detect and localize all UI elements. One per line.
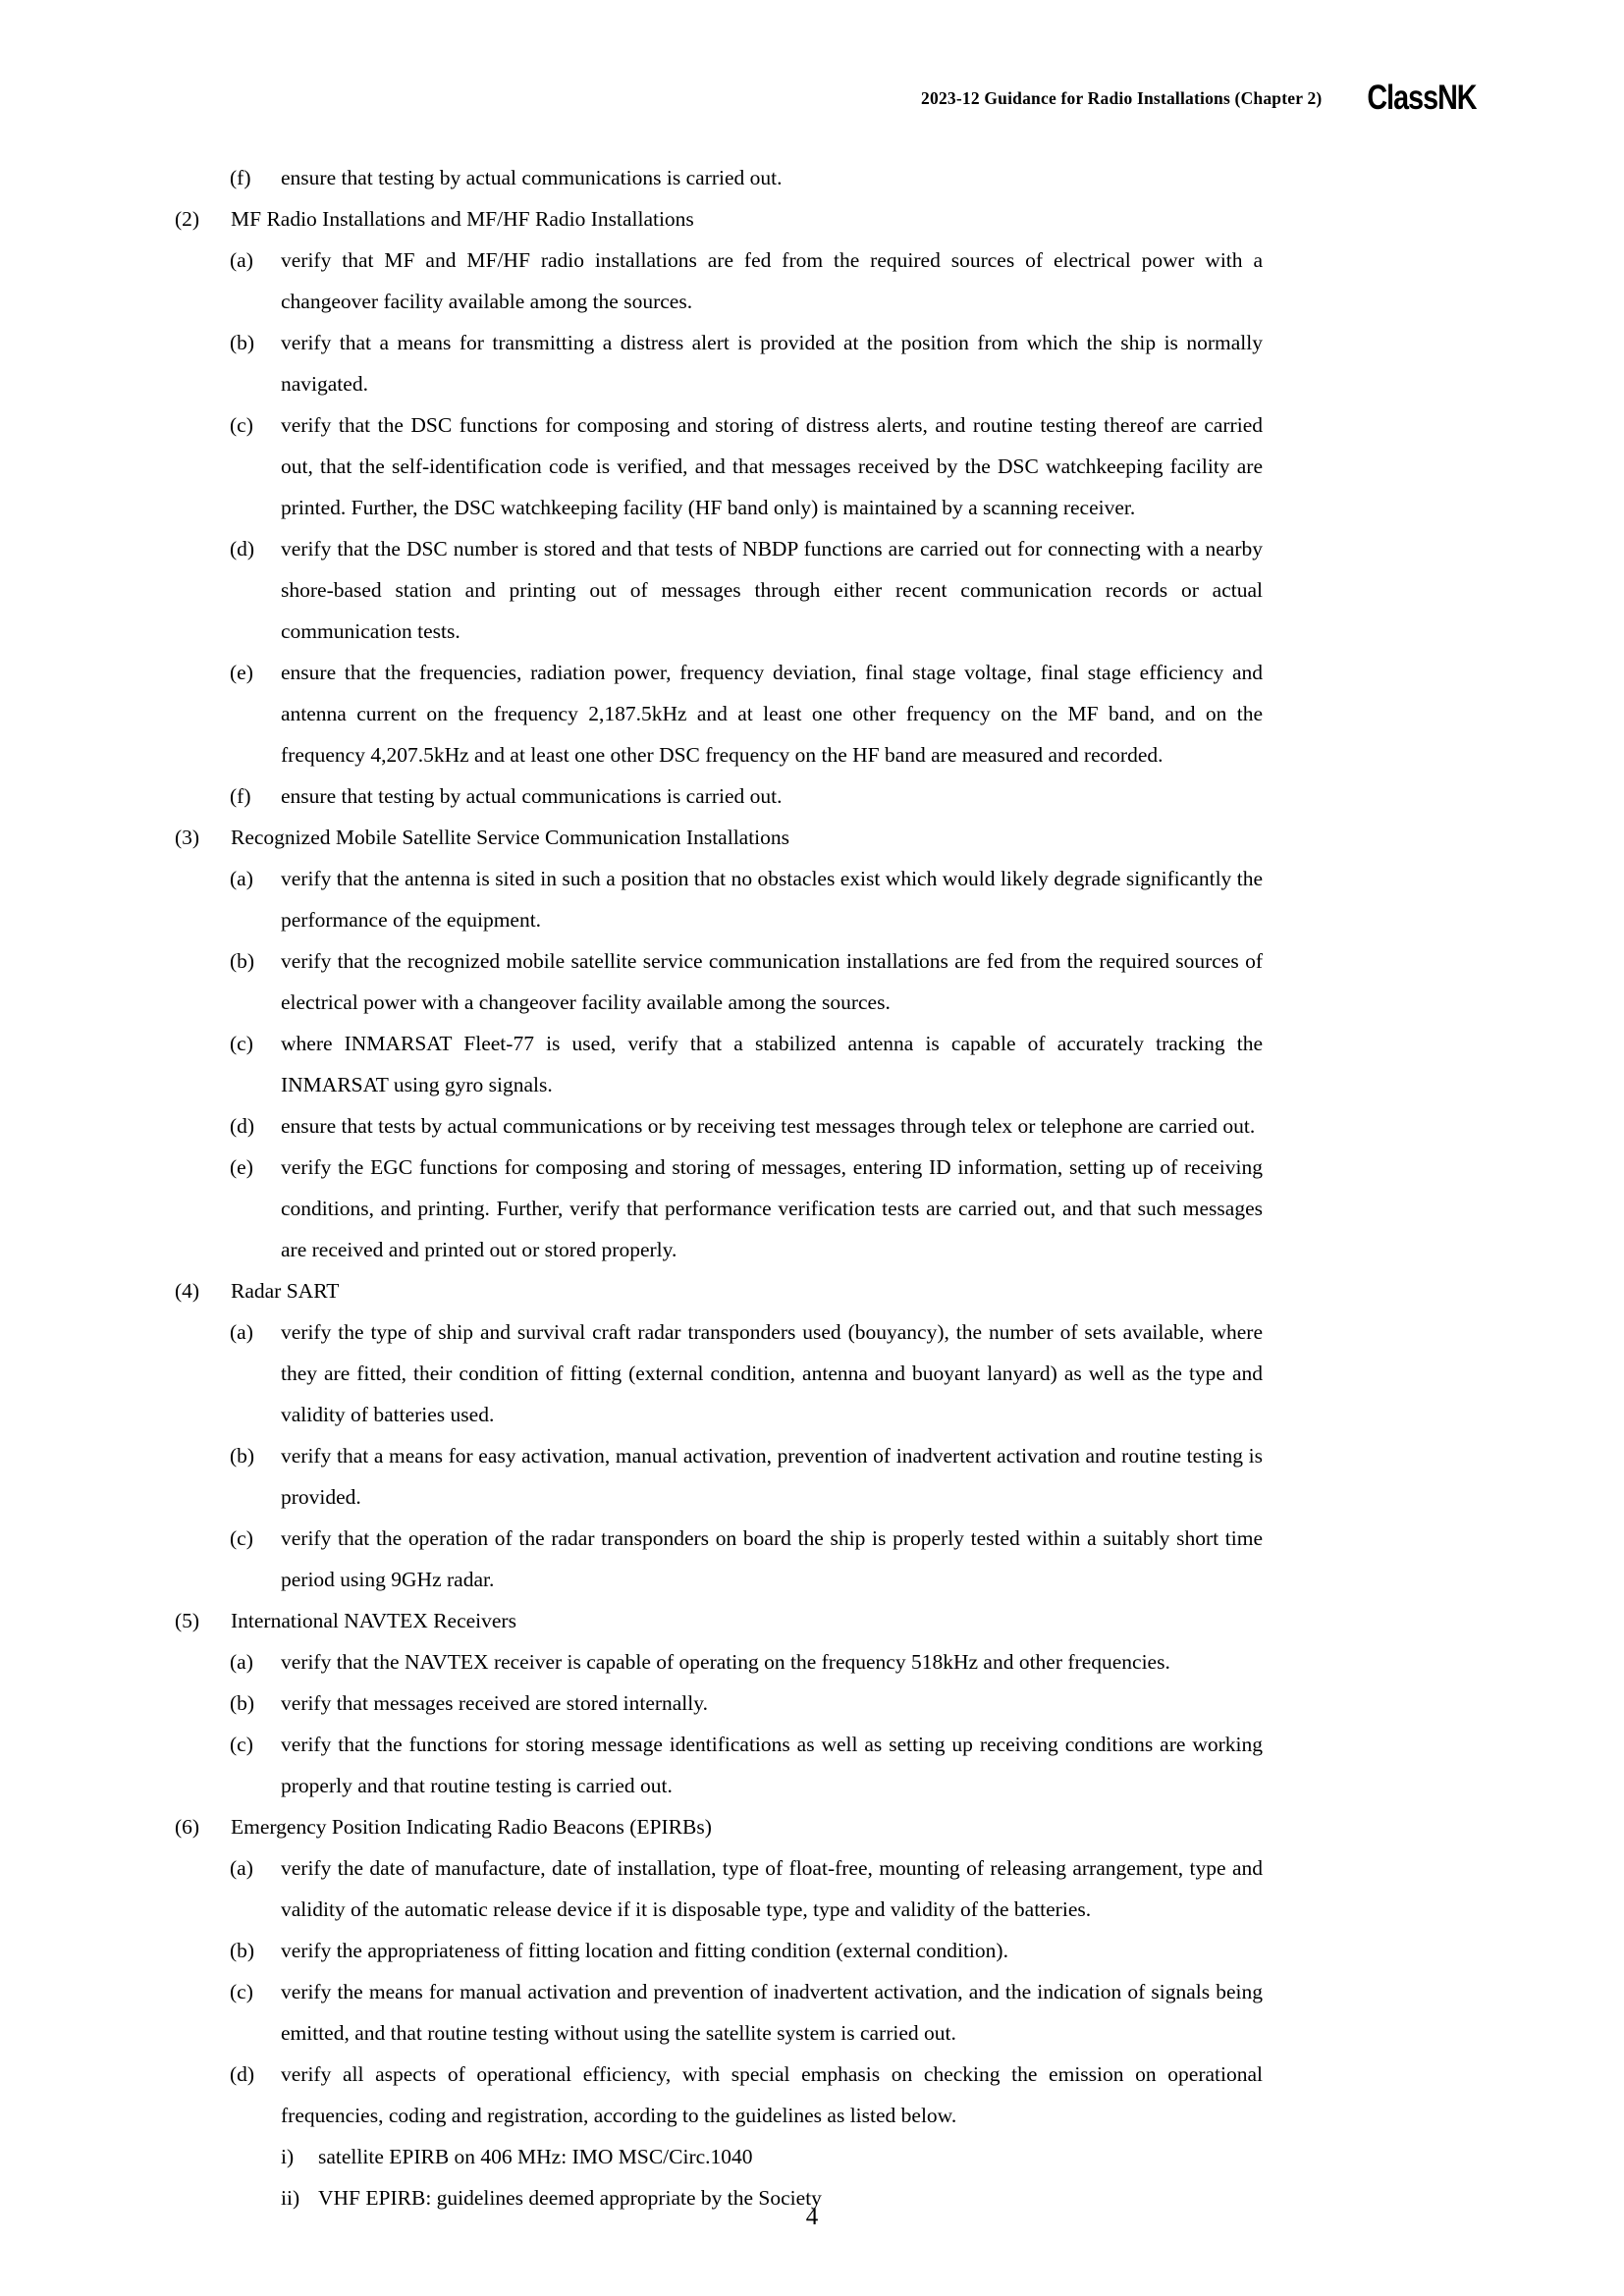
item-text: verify that messages received are stored internally. bbox=[281, 1691, 708, 1715]
list-item-e bbox=[0, 652, 1624, 775]
section-heading-6 bbox=[0, 1806, 1624, 1847]
section-number: (5) bbox=[175, 1609, 200, 1632]
item-text: verify that the functions for storing message identifications as well as setting up receiving conditions are working properly and that routine testing is carried out. bbox=[281, 1733, 1263, 1797]
item-label: (a) bbox=[230, 1320, 253, 1344]
item-text: verify that MF and MF/HF radio installations are fed from the required sources of electrical power with a changeover facility available among the sources. bbox=[281, 248, 1263, 313]
item-text: verify the date of manufacture, date of installation, type of float-free, mounting of releasing arrangement, type and validity of the automatic release device if it is disposable type, type and validity of the batteries. bbox=[281, 1856, 1263, 1921]
list-item-b bbox=[0, 1930, 1624, 1971]
list-item-a bbox=[0, 240, 1624, 322]
item-label: (d) bbox=[230, 1114, 255, 1138]
item-text: verify that the NAVTEX receiver is capable of operating on the frequency 518kHz and other frequencies. bbox=[281, 1650, 1170, 1674]
section-title: Radar SART bbox=[231, 1279, 340, 1303]
item-label: (b) bbox=[230, 331, 255, 354]
sub-item-i bbox=[0, 2136, 1624, 2177]
list-item-e bbox=[0, 1147, 1624, 1270]
item-label: (a) bbox=[230, 867, 253, 890]
section-number: (2) bbox=[175, 207, 200, 231]
item-text: ensure that testing by actual communications is carried out. bbox=[281, 166, 783, 189]
section-title: International NAVTEX Receivers bbox=[231, 1609, 516, 1632]
list-item-a bbox=[0, 1641, 1624, 1682]
item-text: ensure that tests by actual communications or by receiving test messages through telex or telephone are carried out. bbox=[281, 1114, 1256, 1138]
item-text: verify that a means for easy activation, manual activation, prevention of inadvertent activation and routine testing is provided. bbox=[281, 1444, 1263, 1509]
list-item-c bbox=[0, 1724, 1624, 1806]
item-text: verify the EGC functions for composing and storing of messages, entering ID information, setting up of receiving conditions, and printing. Further, verify that performance verification tests are carried out, and that such messages are received and printed out or stored properly. bbox=[281, 1155, 1263, 1261]
section-heading-5 bbox=[0, 1600, 1624, 1641]
sub-item-text: VHF EPIRB: guidelines deemed appropriate by the Society bbox=[318, 2186, 822, 2210]
item-text: where INMARSAT Fleet-77 is used, verify that a stabilized antenna is capable of accurately tracking the INMARSAT using gyro signals. bbox=[281, 1032, 1263, 1096]
item-label: (a) bbox=[230, 248, 253, 272]
item-text: ensure that the frequencies, radiation power, frequency deviation, final stage voltage, final stage efficiency and antenna current on the frequency 2,187.5kHz and at least one other frequency on the MF band, and on the frequency 4,207.5kHz and at least one other DSC frequency on the HF band are measured and recorded. bbox=[281, 661, 1263, 767]
section-heading-3 bbox=[0, 817, 1624, 858]
item-label: (a) bbox=[230, 1650, 253, 1674]
list-item-c bbox=[0, 404, 1624, 528]
item-text: verify that the antenna is sited in such a position that no obstacles exist which would likely degrade significantly the performance of the equipment. bbox=[281, 867, 1263, 932]
item-label: (b) bbox=[230, 949, 255, 973]
list-item-b bbox=[0, 1682, 1624, 1724]
section-title: Emergency Position Indicating Radio Beacons (EPIRBs) bbox=[231, 1815, 712, 1839]
section-heading-4 bbox=[0, 1270, 1624, 1311]
list-item-a bbox=[0, 1311, 1624, 1435]
document-body bbox=[0, 157, 1624, 2218]
list-item-b bbox=[0, 1435, 1624, 1518]
item-label: (c) bbox=[230, 413, 253, 437]
item-label: (c) bbox=[230, 1032, 253, 1055]
item-label: (d) bbox=[230, 537, 255, 561]
item-text: ensure that testing by actual communications is carried out. bbox=[281, 784, 783, 808]
sub-item-text: satellite EPIRB on 406 MHz: IMO MSC/Circ.1040 bbox=[318, 2145, 753, 2168]
item-text: verify that a means for transmitting a distress alert is provided at the position from which the ship is normally navigated. bbox=[281, 331, 1263, 396]
list-item-f bbox=[0, 775, 1624, 817]
list-item-d bbox=[0, 528, 1624, 652]
list-item-c bbox=[0, 1518, 1624, 1600]
item-text: verify the means for manual activation and prevention of inadvertent activation, and the indication of signals being emitted, and that routine testing without using the satellite system is carried out. bbox=[281, 1980, 1263, 2045]
section-title: MF Radio Installations and MF/HF Radio Installations bbox=[231, 207, 694, 231]
classnk-logo: ClassNK bbox=[1367, 79, 1477, 117]
item-label: (c) bbox=[230, 1526, 253, 1550]
list-item-d bbox=[0, 2054, 1624, 2136]
item-label: (f) bbox=[230, 166, 251, 189]
item-label: (b) bbox=[230, 1691, 255, 1715]
section-heading-2 bbox=[0, 198, 1624, 240]
item-text: verify that the recognized mobile satellite service communication installations are fed from the required sources of electrical power with a changeover facility available among the sources. bbox=[281, 949, 1263, 1014]
section-number: (3) bbox=[175, 826, 200, 849]
item-label: (b) bbox=[230, 1939, 255, 1962]
sub-item-label: i) bbox=[281, 2145, 295, 2168]
list-item-d bbox=[0, 1105, 1624, 1147]
list-item-c bbox=[0, 1971, 1624, 2054]
item-text: verify that the operation of the radar transponders on board the ship is properly tested within a suitably short time period using 9GHz radar. bbox=[281, 1526, 1263, 1591]
item-label: (f) bbox=[230, 784, 251, 808]
section-number: (4) bbox=[175, 1279, 200, 1303]
list-item-c bbox=[0, 1023, 1624, 1105]
list-item-b bbox=[0, 322, 1624, 404]
item-label: (b) bbox=[230, 1444, 255, 1468]
item-label: (e) bbox=[230, 661, 253, 684]
list-item-a bbox=[0, 1847, 1624, 1930]
page-number: 4 bbox=[805, 2204, 819, 2230]
item-text: verify that the DSC number is stored and that tests of NBDP functions are carried out for connecting with a nearby shore-based station and printing out of messages through either recent communication records or actual communication tests. bbox=[281, 537, 1263, 643]
sub-item-label: ii) bbox=[281, 2186, 300, 2210]
list-item-b bbox=[0, 940, 1624, 1023]
page-header bbox=[921, 79, 1477, 118]
item-label: (e) bbox=[230, 1155, 253, 1179]
item-text: verify that the DSC functions for composing and storing of distress alerts, and routine testing thereof are carried out, that the self-identification code is verified, and that messages received by the DSC watchkeeping facility are printed. Further, the DSC watchkeeping facility (HF band only) is maintained by a scanning receiver. bbox=[281, 413, 1263, 519]
list-item-a bbox=[0, 858, 1624, 940]
item-label: (c) bbox=[230, 1980, 253, 2003]
item-text: verify the type of ship and survival craft radar transponders used (bouyancy), the number of sets available, where they are fitted, their condition of fitting (external condition, antenna and buoyant lanyard) as well as the type and validity of batteries used. bbox=[281, 1320, 1263, 1426]
item-label: (d) bbox=[230, 2062, 255, 2086]
item-label: (a) bbox=[230, 1856, 253, 1880]
section-title: Recognized Mobile Satellite Service Communication Installations bbox=[231, 826, 790, 849]
item-label: (c) bbox=[230, 1733, 253, 1756]
item-text: verify all aspects of operational efficiency, with special emphasis on checking the emission on operational frequencies, coding and registration, according to the guidelines as listed below. bbox=[281, 2062, 1263, 2127]
item-text: verify the appropriateness of fitting location and fitting condition (external condition). bbox=[281, 1939, 1008, 1962]
section-number: (6) bbox=[175, 1815, 200, 1839]
header-title: 2023-12 Guidance for Radio Installations (Chapter 2) bbox=[921, 87, 1323, 108]
list-item-f bbox=[0, 157, 1624, 198]
